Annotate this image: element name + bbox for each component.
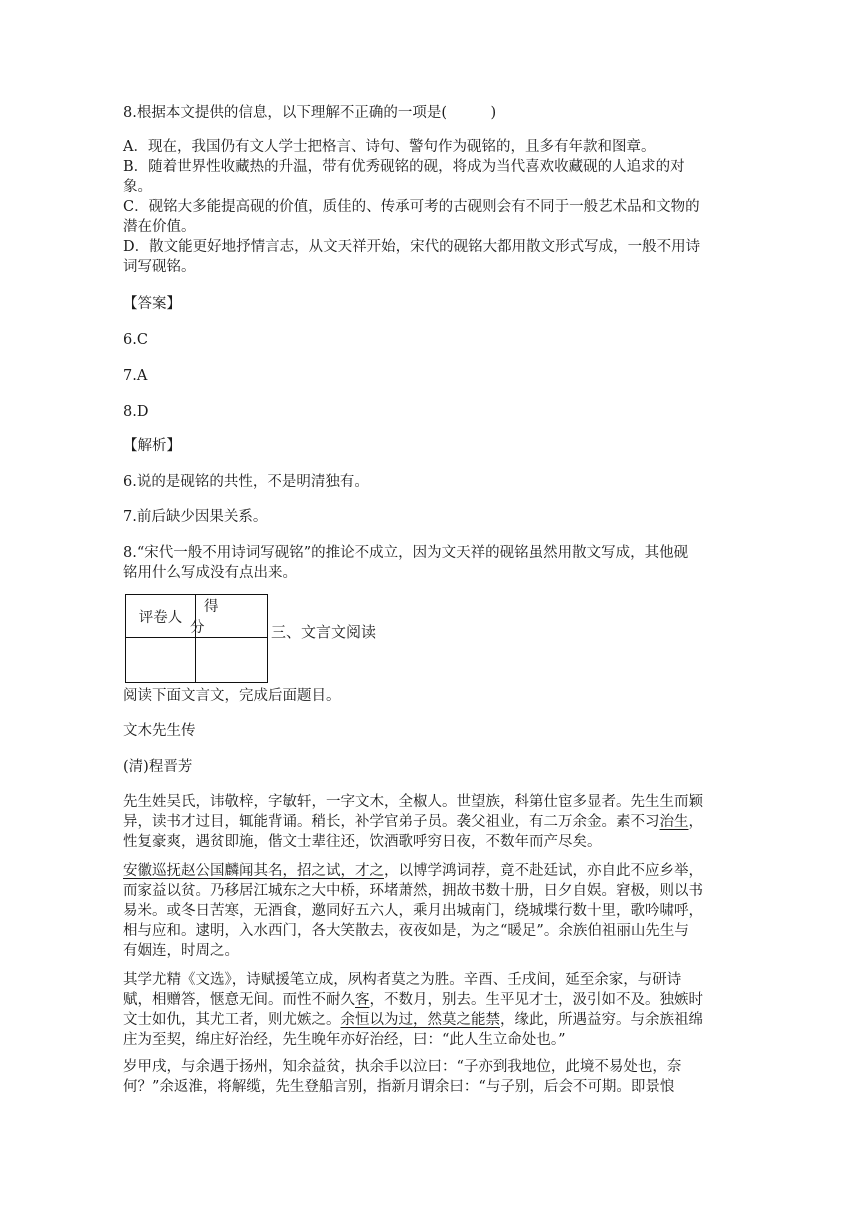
passage-paragraph-3 [123, 970, 743, 1050]
option-b-line1: B．随着世界性收藏热的升温，带有优秀砚铭的砚，将成为当代喜欢收藏砚的人追求的对 [123, 159, 685, 175]
answer-item: 7.A [123, 368, 148, 384]
underlined-term: 客 [355, 992, 370, 1008]
score-table-score-cell [196, 638, 268, 683]
section-instruction: 阅读下面文言文，完成后面题目。 [123, 688, 341, 704]
score-table [125, 594, 268, 683]
analysis-heading: 【解析】 [123, 438, 181, 454]
text-title: 文木先生传 [123, 723, 196, 739]
passage-line: 有姻连，时周之。 [123, 943, 239, 959]
score-table-score-header [190, 595, 268, 638]
passage-line: 相与应和。逮明，入水西门，各大笑散去，夜夜如是，为之“暖足”。余族伯祖丽山先生与 [123, 923, 689, 939]
passage-line: 异，读书才过目，辄能背诵。稍长，补学官弟子员。袭父祖业，有二万余金。素不习治生， [123, 814, 703, 830]
passage-line: 安徽巡抚赵公国麟闻其名，招之试，才之，以博学鸿词荐，竟不赴廷试，亦自此不应乡举， [123, 863, 703, 879]
passage-paragraph-2 [123, 861, 743, 961]
underlined-sentence: 余恒以为过，然莫之能禁 [340, 1012, 500, 1028]
passage-line: 庄为至契，绵庄好治经，先生晚年亦好治经，曰：“此人生立命处也。” [123, 1032, 566, 1048]
passage-line: 岁甲戌，与余遇于扬州，知余益贫，执余手以泣曰：“子亦到我地位，此境不易处也，奈 [123, 1059, 682, 1075]
answer-item: 8.D [123, 404, 149, 420]
score-label-part2: 分 [190, 620, 205, 636]
option-c-line1: C．砚铭大多能提高砚的价值，质佳的、传承可考的古砚则会有不同于一般艺术品和文物的 [123, 199, 700, 215]
passage-line: 何？”余返淮，将解缆，先生登船言别，指新月谓余曰：“与子别，后会不可期。即景悢 [123, 1079, 675, 1095]
passage-line: 性复豪爽，遇贫即施，偕文士辈往还，饮酒歌呼穷日夜，不数年而产尽矣。 [123, 834, 602, 850]
score-table-grader-cell [126, 638, 196, 683]
text-author: (清)程晋芳 [123, 759, 193, 775]
analysis-item: 6.说的是砚铭的共性，不是明清独有。 [123, 474, 369, 490]
analysis-item-8-line1: 8.“宋代一般不用诗词写砚铭”的推论不成立，因为文天祥的砚铭虽然用散文写成，其他砚 [123, 545, 689, 561]
question-8 [123, 103, 743, 123]
option-c-line2: 潜在价值。 [123, 219, 196, 235]
option-d-line1: D．散文能更好地抒情言志，从文天祥开始，宋代的砚铭大都用散文形式写成，一般不用诗 [123, 239, 701, 255]
passage-paragraph-1 [123, 792, 743, 852]
section-title: 三、文言文阅读 [271, 623, 377, 641]
answer-heading: 【答案】 [123, 296, 181, 312]
question-8-options [123, 137, 743, 277]
passage-paragraph-4 [123, 1057, 743, 1097]
underlined-term: 治生 [659, 814, 689, 830]
analysis-item: 7.前后缺少因果关系。 [123, 509, 268, 525]
passage-line: 而家益以贫。乃移居江城东之大中桥，环堵萧然，拥故书数十册，日夕自娱。窘极，则以书 [123, 883, 703, 899]
option-a: A．现在，我国仍有文人学士把格言、诗句、警句作为砚铭的，且多有年款和图章。 [123, 139, 656, 155]
passage-line: 文士如仇，其尤工者，则尤嫉之。余恒以为过，然莫之能禁，缘此，所遇益穷。与余族祖绵 [123, 1012, 703, 1028]
score-table-grader-header: 评卷人 [126, 595, 196, 638]
passage-line: 赋，相赠答，惬意无间。而性不耐久客，不数月，别去。生平见才士，汲引如不及。独嫉时 [123, 992, 703, 1008]
passage-line: 其学尤精《文选》，诗赋援笔立成，夙构者莫之为胜。辛酉、壬戌间，延至余家，与研诗 [123, 972, 682, 988]
passage-line: 易米。或冬日苦寒，无酒食，邀同好五六人，乘月出城南门，绕城堞行数十里，歌吟啸呼， [123, 903, 703, 919]
option-d-line2: 词写砚铭。 [123, 259, 196, 275]
analysis-item-8-line2: 铭用什么写成没有点出来。 [123, 565, 297, 581]
question-8-stem: 8.根据本文提供的信息，以下理解不正确的一项是( ) [123, 105, 497, 121]
answer-item: 6.C [123, 332, 148, 348]
analysis-item-8 [123, 543, 743, 583]
underlined-sentence: 安徽巡抚赵公国麟闻其名，招之试，才之 [123, 863, 384, 879]
passage-line: 先生姓吴氏，讳敬梓，字敏轩，一字文木，全椒人。世望族，科第仕宦多显者。先生生而颖 [123, 794, 703, 810]
option-b-line2: 象。 [123, 179, 152, 195]
score-label-part1: 得 [204, 599, 219, 615]
